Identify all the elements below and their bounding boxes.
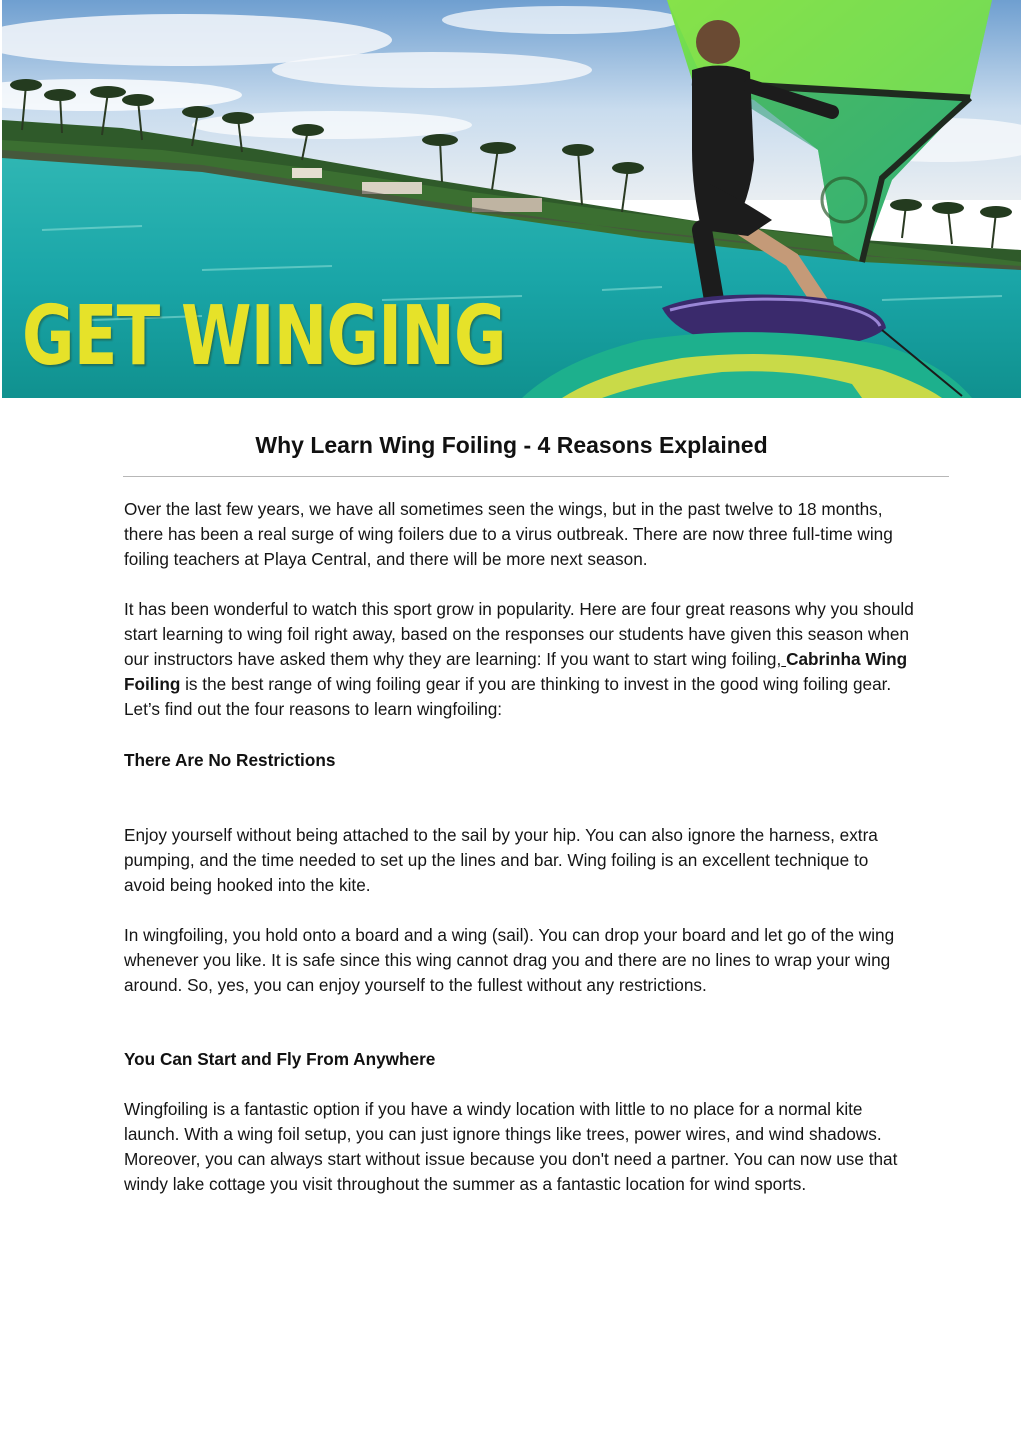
paragraph-reasons-lead: It has been wonderful to watch this sport grow in popularity. Here are four great reasons why you should start learning to wing foil right away, based on the responses our students have given this season when our instructors have asked them why they are learning: If you want to start wing foiling, [124, 599, 914, 669]
heading-no-restrictions: There Are No Restrictions [124, 750, 336, 770]
paragraph-no-restrictions-2: In wingfoiling, you hold onto a board and a wing (sail). You can drop your board and let go of the wing whenever you like. It is safe since this wing cannot drag you and there are no lines to wrap your wing around. So, yes, you can enjoy yourself to the fullest without any restrictions. [124, 925, 895, 995]
cabrinha-wing-foiling-link[interactable]: Cabrinha Wing Foiling [124, 649, 908, 694]
paragraph-intro: Over the last few years, we have all sometimes seen the wings, but in the past twelve to 18 months, there has been a real surge of wing foilers due to a virus outbreak. There are now three full-time wing foiling teachers at Playa Central, and there will be more next season. [124, 499, 893, 569]
paragraph-fly-anywhere: Wingfoiling is a fantastic option if you have a windy location with little to no place for a normal kite launch. With a wing foil setup, you can just ignore things like trees, power wires, and wind shadows. Moreover, you can always start without issue because you don't need a partner. You can now use that windy lake cottage you visit throughout the summer as a fantastic location for wind sports. [124, 1099, 898, 1194]
hero-image [2, 0, 1021, 398]
hero-overlay-title: GET WINGING [22, 289, 506, 384]
article-title: Why Learn Wing Foiling - 4 Reasons Explained [255, 432, 768, 458]
paragraph-reasons-tail: is the best range of wing foiling gear if you are thinking to invest in the good wing foiling gear. Let’s find out the four reasons to learn wingfoiling: [124, 674, 892, 719]
paragraph-reasons [124, 597, 914, 722]
heading-fly-anywhere: You Can Start and Fly From Anywhere [124, 1049, 436, 1069]
title-divider [123, 476, 949, 477]
paragraph-no-restrictions-1: Enjoy yourself without being attached to the sail by your hip. You can also ignore the harness, extra pumping, and the time needed to set up the lines and bar. Wing foiling is an excellent technique to avoid being hooked into the kite. [124, 825, 878, 895]
